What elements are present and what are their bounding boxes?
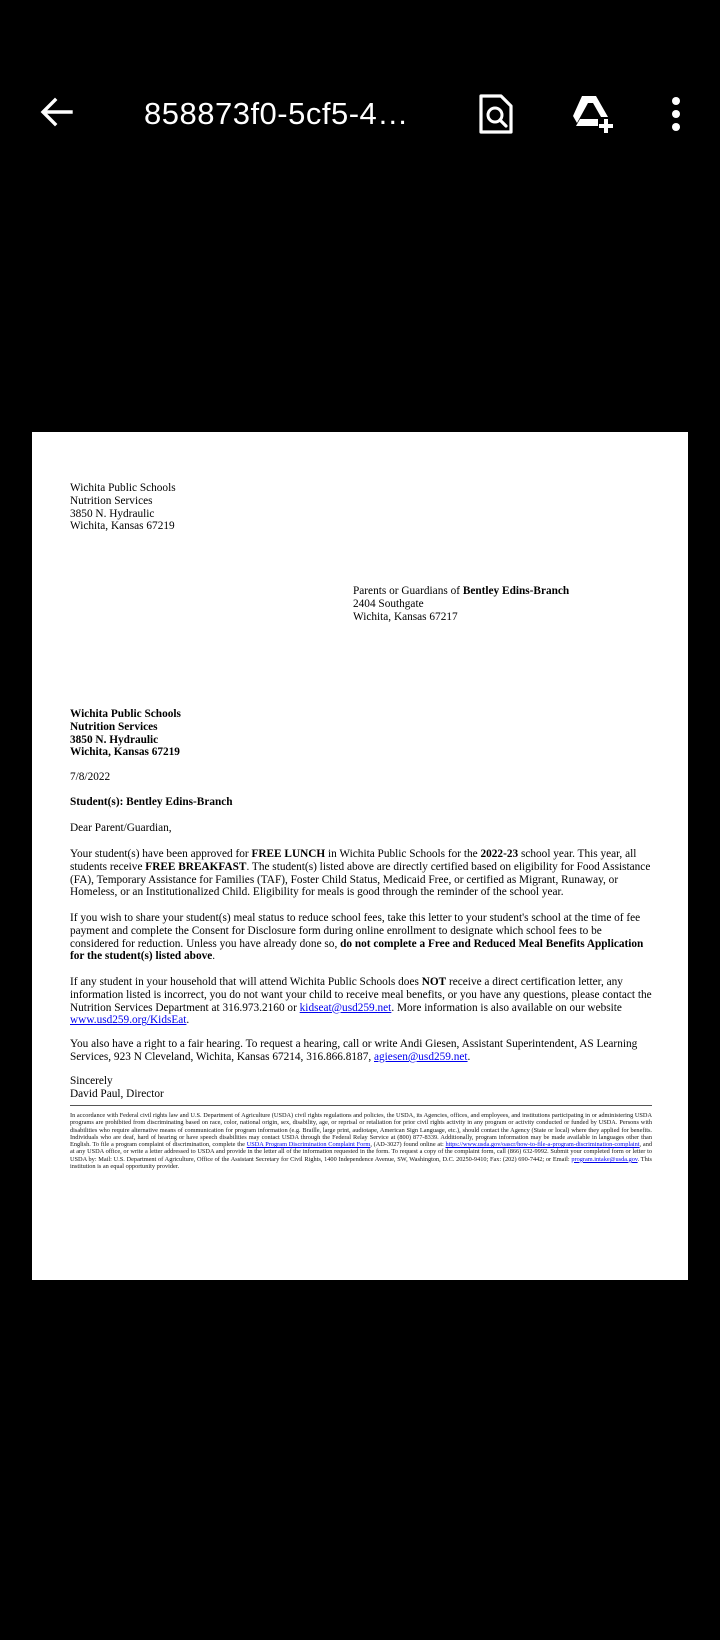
arrow-left-icon — [38, 94, 74, 135]
paragraph-approval: Your student(s) have been approved for FREE LUNCH in Wichita Public Schools for the 2022-23 school year. This year, all students receive FREE BREAKFAST. The student(s) listed above are directly certified based on eligibility for Food Assistance (FA), Temporary Assistance for Families (TAF), Foster Child Status, Medicaid Free, or certified as Migrant, Runaway, or Homeless, or an Institutionalized Child. Eligibility for meals is good through the reminder of the school year. — [70, 848, 651, 899]
signature-block: Sincerely David Paul, Director — [70, 1075, 164, 1100]
drive-add-icon — [568, 93, 616, 140]
app-bar — [0, 0, 720, 230]
paragraph-contact: If any student in your household that will attend Wichita Public Schools does NOT receive a direct certification letter, any information listed is incorrect, you do not want your child to receive meal benefits, or you have any questions, please contact the Nutrition Services Department at 316.973.2160 or kidseat@usd259.net. More information is also available on our website www.usd259.org/KidsEat. — [70, 976, 652, 1027]
more-options-button[interactable] — [648, 88, 704, 144]
recipient-name: Bentley Edins-Branch — [462, 585, 570, 597]
kidseat-website-link[interactable]: www.usd259.org/KidsEat — [70, 1014, 187, 1027]
program-intake-email-link[interactable]: program.intake@usda.gov — [571, 1155, 638, 1163]
sender-address: Wichita Public Schools Nutrition Services 3850 N. Hydraulic Wichita, Kansas 67219 — [70, 482, 176, 533]
document-page — [32, 432, 688, 1280]
complaint-form-link[interactable]: USDA Program Discrimination Complaint Form — [246, 1141, 371, 1149]
document-title: 858873f0-5cf5-4… — [144, 96, 409, 131]
letter-date: 7/8/2022 — [70, 771, 111, 783]
add-to-drive-button[interactable] — [564, 88, 620, 144]
paragraph-fees: If you wish to share your student(s) meal status to reduce school fees, take this letter to your student's school at the time of fee payment and complete the Consent for Disclosure form during online enrollment to designate which school fees to be considered for reduction. Unless you have already done so, do not complete a Free and Reduced Meal Benefits Application for the student(s) listed above. — [70, 912, 644, 963]
document-search-icon — [477, 93, 515, 140]
nondiscrimination-statement: In accordance with Federal civil rights law and U.S. Department of Agriculture (USDA) civil rights regulations and policies, the USDA, its Agencies, offices, and employees, and institutions participating in or administering USDA programs are prohibited from discriminating based on race, color, national origin, sex, disability, age, or reprisal or retaliation for prior civil rights activity in any program or activity conducted or funded by USDA. Persons with disabilities who require alternative means of communication for program information (e.g. Braille, large print, audiotape, American Sign Language, etc.), should contact the Agency (State or local) where they applied for benefits. Individuals who are deaf, hard of hearing or have speech disabilities may contact USDA through the Federal Relay Service at (800) 877-8339. Additionally, program information may be made available in languages other than English. To file a program complaint of discrimination, complete the USDA Program Discrimination Complaint Form, (AD-3027) found online at: https://www.usda.gov/oascr/how-to-file-a-program-discrimination-complaint, and at any USDA office, or write a letter addressed to USDA and provide in the letter all of the information requested in the form. To request a copy of the complaint form, call (866) 632-9992. Submit your completed form or letter to USDA by: Mail: U.S. Department of Agriculture, Office of the Assistant Secretary for Civil Rights, 1400 Independence Avenue, SW, Washington, D.C. 20250-9410; Fax: (202) 690-7442; or Email: program.intake@usda.gov. This institution is an equal opportunity provider. — [70, 1112, 653, 1171]
recipient-address: Parents or Guardians of Bentley Edins-Branch 2404 Southgate Wichita, Kansas 67217 — [353, 585, 570, 623]
back-button[interactable] — [30, 88, 82, 140]
usda-complaint-url-link[interactable]: https://www.usda.gov/oascr/how-to-file-a-program-discrimination-complaint — [445, 1141, 640, 1149]
paragraph-hearing: You also have a right to a fair hearing. To request a hearing, call or write Andi Giesen, Assistant Superintendent, AS Learning Services, 923 N Cleveland, Wichita, Kansas 67214, 316.866.8187, agiesen@usd259.net. — [70, 1038, 638, 1063]
more-vertical-icon — [670, 96, 682, 137]
kidseat-email-link[interactable]: kidseat@usd259.net — [299, 1001, 392, 1014]
agiesen-email-link[interactable]: agiesen@usd259.net — [374, 1050, 468, 1063]
divider — [70, 1105, 652, 1106]
sender-address-bold: Wichita Public Schools Nutrition Services 3850 N. Hydraulic Wichita, Kansas 67219 — [70, 708, 181, 759]
students-line: Student(s): Bentley Edins-Branch — [70, 796, 233, 808]
salutation: Dear Parent/Guardian, — [70, 822, 172, 834]
search-in-document-button[interactable] — [468, 88, 524, 144]
